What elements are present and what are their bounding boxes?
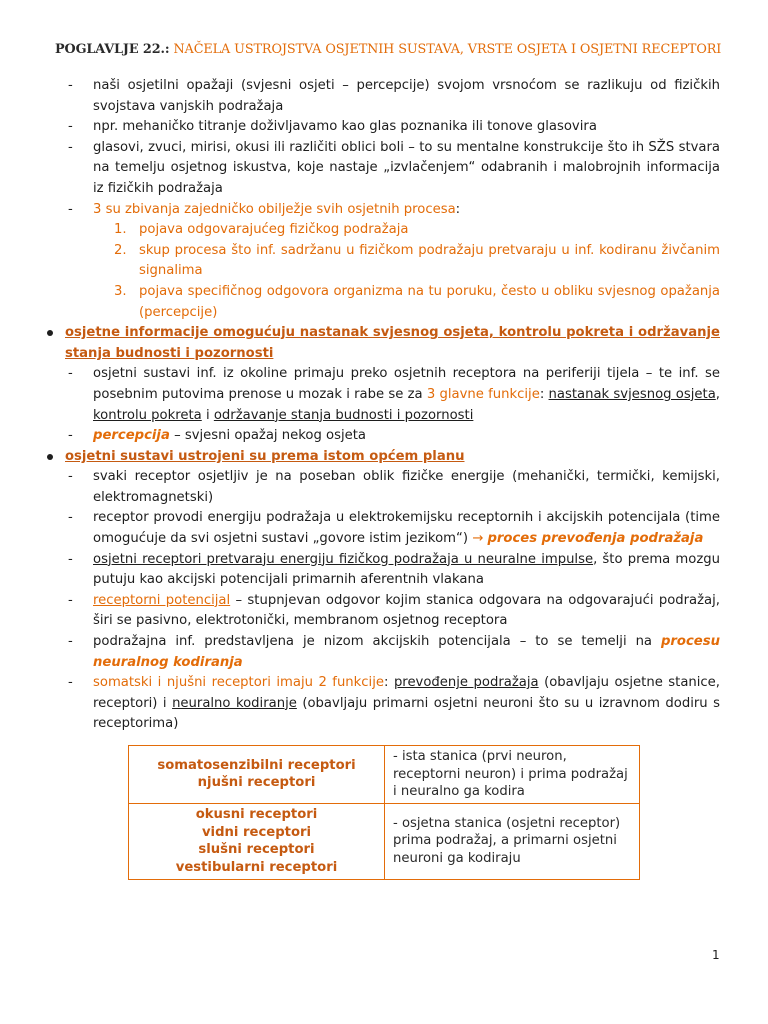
processes-heading: 3 su zbivanja zajedničko obilježje svih osjetnih procesa <box>93 201 456 217</box>
table-row <box>129 746 640 804</box>
table-cell-receptors: okusni receptori vidni receptori slušni receptori vestibularni receptori <box>129 803 385 879</box>
list-item: - receptor provodi energiju podražaja u elektrokemijsku receptornih i akcijskih potencijala (time omogućuje da svi osjetni sustavi „govore istim jezikom“) → proces prevođenja podražaja <box>93 508 720 549</box>
chapter-heading: NAČELA USTROJSTVA OSJETNIH SUSTAVA, VRSTE OSJETA I OSJETNI RECEPTORI <box>173 42 722 57</box>
page-number: 1 <box>712 948 720 962</box>
list-item: - svaki receptor osjetljiv je na poseban oblik fizičke energije (mehanički, termički, kemijski, elektromagnetski) <box>93 467 720 508</box>
list-item: - podražajna inf. predstavljena je nizom akcijskih potencijala – to se temelji na procesu neuralnog kodiranja <box>93 632 720 673</box>
list-item: - glasovi, zvuci, mirisi, okusi ili različiti oblici boli – to su mentalne konstrukcije što ih SŽS stvara na temelju osjetnog iskustva, koje nastaje „izvlačenjem“ odabranih i malobrojnih informacija iz fizičkih podražaja <box>93 138 720 200</box>
numbered-item: 1. pojava odgovarajućeg fizičkog podražaja <box>114 222 409 238</box>
list-item: - receptorni potencijal – stupnjevan odgovor kojim stanica odgovara na odgovarajući podražaj, širi se pasivno, elektrotonički, membranom osjetnog receptora <box>93 591 720 632</box>
list-item-processes: - 3 su zbivanja zajedničko obilježje svih osjetnih procesa: <box>93 200 720 221</box>
list-item: - npr. mehaničko titranje doživljavamo kao glas poznanika ili tonove glasovira <box>93 117 720 138</box>
numbered-item: 2. skup procesa što inf. sadržanu u fizičkom podražaju pretvaraju u inf. kodiranu živčanim signalima <box>114 242 720 279</box>
chapter-title <box>55 42 735 57</box>
list-item: - osjetni sustavi inf. iz okoline primaju preko osjetnih receptora na periferiji tijela – te inf. se posebnim putovima prenose u mozak i rabe se za 3 glavne funkcije: nastanak svjesnog osjeta, kontrolu pokreta i održavanje stanja budnosti i pozornosti <box>93 364 720 426</box>
table-cell-description: - osjetna stanica (osjetni receptor) prima podražaj, a primarni osjetni neuroni ga kodiraju <box>385 803 640 879</box>
list-item: - somatski i njušni receptori imaju 2 funkcije: prevođenje podražaja (obavljaju osjetne stanice, receptori) i neuralno kodiranje (obavljaju primarni osjetni neuroni što su u izravnom dodiru s receptorima) <box>93 673 720 735</box>
list-item: - naši osjetilni opažaji (svjesni osjeti – percepcije) svojom vrsnoćom se razlikuju od fizičkih svojstava vanjskih podražaja <box>93 76 720 117</box>
table-cell-description: - ista stanica (prvi neuron, receptorni neuron) i prima podražaj i neuralno ga kodira <box>385 746 640 804</box>
list-item: - osjetni receptori pretvaraju energiju fizičkog podražaja u neuralne impulse, što prema mozgu putuju kao akcijski potencijali primarnih aferentnih vlakana <box>93 550 720 591</box>
document-body <box>0 76 768 735</box>
chapter-label: POGLAVLJE 22.: <box>55 42 170 57</box>
table-cell-receptors: somatosenzibilni receptori njušni receptori <box>129 746 385 804</box>
section-heading: osjetne informacije omogućuju nastanak svjesnog osjeta, kontrolu pokreta i održavanje stanja budnosti i pozornosti <box>65 323 720 364</box>
section-heading: osjetni sustavi ustrojeni su prema istom općem planu <box>65 447 720 468</box>
list-item: - percepcija – svjesni opažaj nekog osjeta <box>93 426 720 447</box>
bullet-dot <box>47 330 53 336</box>
numbered-item: 3. pojava specifičnog odgovora organizma na tu poruku, često u obliku svjesnog opažanja (percepcije) <box>114 283 720 320</box>
arrow-icon: → <box>472 531 484 547</box>
bullet-dot <box>47 454 53 460</box>
table-row <box>129 803 640 879</box>
receptor-table <box>128 745 640 880</box>
